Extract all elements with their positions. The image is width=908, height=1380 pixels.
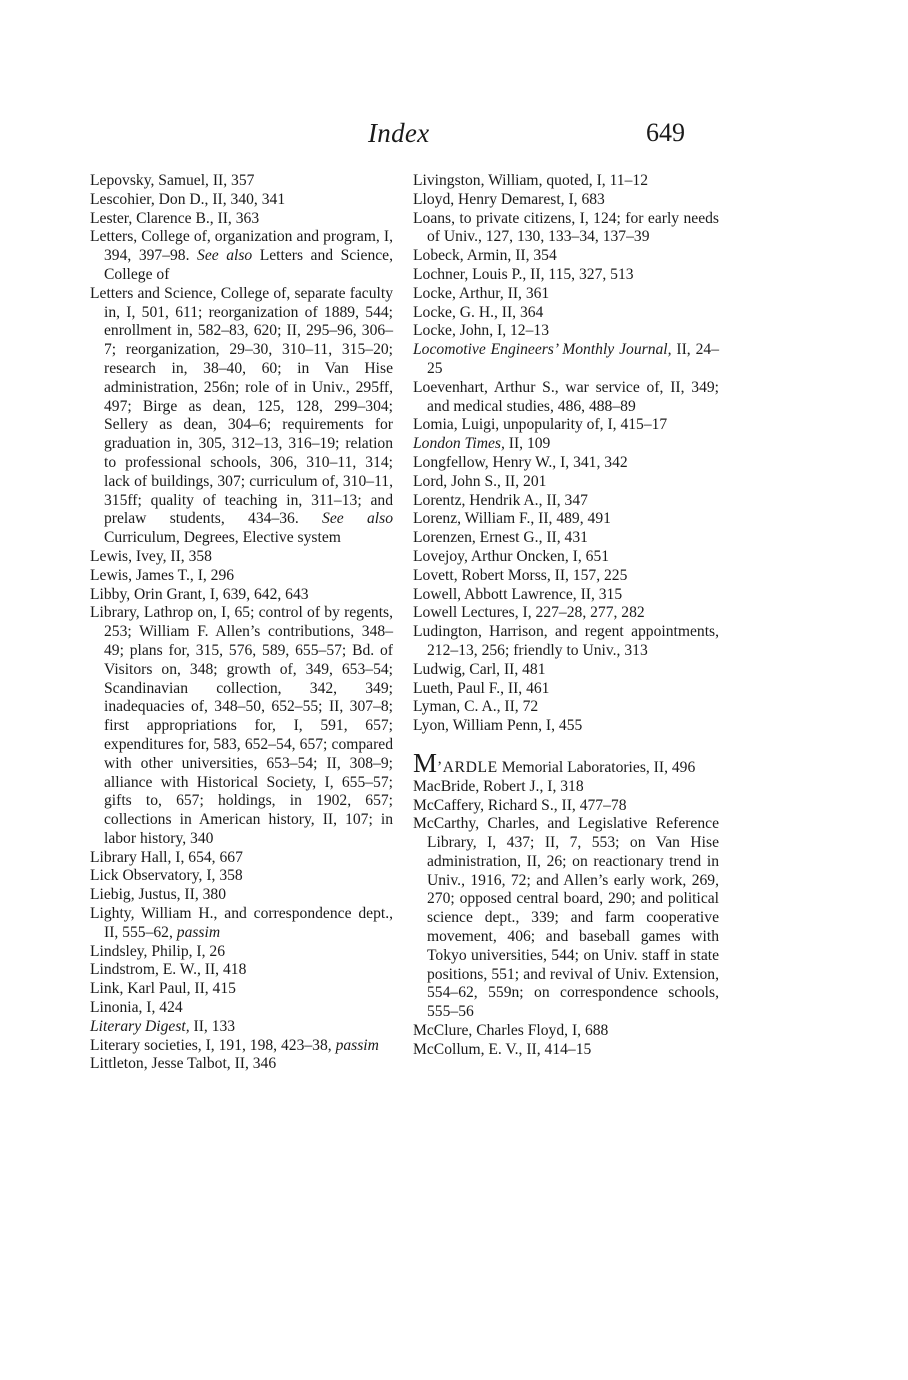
index-entry [413,172,719,191]
index-entry [413,210,719,248]
entry-text: Liebig, Justus, II, 380 [90,886,227,904]
index-entry [413,604,719,623]
page-title: Index [368,118,430,148]
entry-text: Libby, Orin Grant, I, 639, 642, 643 [90,585,309,603]
entry-text: Lowell, Abbott Lawrence, II, 315 [413,585,623,603]
entry-text: Lescohier, Don D., II, 340, 341 [90,190,286,208]
index-entry [90,548,393,567]
index-entry [90,943,393,962]
index-entry [413,567,719,586]
index-entry [90,1037,393,1056]
index-entry [90,886,393,905]
entry-text: Lobeck, Armin, II, 354 [413,247,557,265]
index-entry [413,266,719,285]
index-entry [413,379,719,417]
index-entry [90,567,393,586]
entry-text: Loevenhart, Arthur S., war service of, II, 349; and medical studies, 486, 488–89 [413,378,719,415]
entry-text: Ludwig, Carl, II, 481 [413,660,546,678]
index-entry [413,510,719,529]
index-entry [413,454,719,473]
entry-text: Lindstrom, E. W., II, 418 [90,961,247,979]
entry-text: Literary societies, I, 191, 198, 423–38, [90,1036,336,1054]
entry-text: Livingston, William, quoted, I, 11–12 [413,172,648,189]
entry-text: Link, Karl Paul, II, 415 [90,980,236,998]
index-column-right [413,172,719,1060]
entry-text: Loans, to private citizens, I, 124; for early needs of Univ., 127, 130, 133–34, 137–39 [413,209,719,246]
index-entry [413,778,719,797]
entry-text-cont: Curriculum, Degrees, Elective system [104,529,341,547]
entry-text: Lighty, William H., and correspondence dept., II, 555–62, [90,905,393,941]
entry-text: Lorenzen, Ernest G., II, 431 [413,529,588,547]
index-entry [413,548,719,567]
see-also-ref: passim [335,1036,379,1054]
see-also-ref: See also [197,247,253,265]
entry-text: Locke, Arthur, II, 361 [413,284,550,302]
entry-text: Lyman, C. A., II, 72 [413,698,539,716]
entry-text: Lochner, Louis P., II, 115, 327, 513 [413,265,634,283]
entry-text: II, 24–25 [427,341,719,377]
entry-text: Lindsley, Philip, I, 26 [90,942,225,960]
index-entry [413,285,719,304]
entry-italic-title: Literary Digest, [90,1017,190,1035]
entry-text: II, 109 [504,435,551,453]
entry-text: Lomia, Luigi, unpopularity of, I, 415–17 [413,416,668,434]
small-caps-text: ’ARDLE [437,758,498,776]
index-entry [413,322,719,341]
entry-text: Lorenz, William F., II, 489, 491 [413,510,611,528]
index-entry [90,285,393,548]
index-entry [413,747,719,778]
index-entry [90,980,393,999]
entry-text: Lick Observatory, I, 358 [90,867,243,885]
entry-text: Letters, College of, organization and program, I, 394, 397–98. [90,228,393,265]
entry-text: Library, Lathrop on, I, 65; control of by regents, 253; William F. Allen’s contributions, 348–49; plans for, 315, 576, 589, 655–57; Bd. of Visitors on, 348; growth of, 349, 653–54; Scandinavian collection, 342, 349; inadequacies of, 348–50, 652–55; II, 307–8; first appropriations for, I, 591, 657; expenditures for, 583, 652–54, 657; compared with other universities, 653–54; II, 308–9; alliance with Historical Society, I, 655–57; gifts to, 657; holdings, in 1902, 657; collections in American history, II, 107; in labor history, 340 [90,604,393,847]
entry-text: Lueth, Paul F., II, 461 [413,679,550,697]
entry-text: Locke, John, I, 12–13 [413,322,549,340]
entry-text: Lovejoy, Arthur Oncken, I, 651 [413,547,610,565]
index-entry [413,586,719,605]
index-entry [90,849,393,868]
index-entry [413,247,719,266]
index-entry [413,191,719,210]
entry-text: Lyon, William Penn, I, 455 [413,717,583,735]
entry-text: Ludington, Harrison, and regent appointments, 212–13, 256; friendly to Univ., 313 [413,623,719,659]
entry-text: Lewis, Ivey, II, 358 [90,547,212,565]
entry-text: Letters and Science, College of, separate faculty in, I, 501, 611; reorganization of 1889, 544; enrollment in, 582–83, 620; II, 295–96, 306–7; reorganization, 29–30, 310–11, 315–20; research in, 38–40, 60; in Van Hise administration, 256n; role of in Univ., 295ff, 497; Birge as dean, 125, 128, 299–304; Sellery as dean, 304–6; requirements for graduation in, 305, 312–13, 316–19; relation to professional schools, 306, 310–11, 314; lack of buildings, 307; curriculum of, 310–11, 315ff; quality of teaching in, 311–13; and prelaw students, 434–36. [90,284,393,528]
entry-text: McCollum, E. V., II, 414–15 [413,1040,592,1058]
entry-text: Locke, G. H., II, 364 [413,303,544,321]
index-entry [90,172,393,191]
index-entry [413,1041,719,1060]
drop-initial: M [413,747,438,778]
see-also-ref: See also [322,510,393,528]
entry-text: McCarthy, Charles, and Legislative Reference Library, I, 437; II, 7, 553; on Van Hise administration, II, 26; on reactionary trend in Univ., 1916, 72; and Allen’s early work, 269, 270; opposed central board, 290; and political science dept., 339; and farm cooperative movement, 406; and baseball games with Tokyo universities, 544; on Univ. staff in state positions, 551; and revival of Univ. Extension, 554–62, 559n; on correspondence schools, 555–56 [413,815,719,1021]
index-entry [413,815,719,1022]
entry-text-cont: Letters and Science, College of [104,247,393,283]
index-entry [413,529,719,548]
index-column-left [90,172,393,1074]
entry-text: Longfellow, Henry W., I, 341, 342 [413,453,628,471]
entry-text: McClure, Charles Floyd, I, 688 [413,1022,609,1040]
entry-text: II, 133 [189,1017,236,1035]
page-number: 649 [646,118,685,147]
index-entry [90,210,393,229]
entry-text: Littleton, Jesse Talbot, II, 346 [90,1055,277,1073]
index-entry [90,604,393,848]
entry-text: Linonia, I, 424 [90,999,183,1017]
entry-text: Lowell Lectures, I, 227–28, 277, 282 [413,604,645,622]
index-entry [413,698,719,717]
entry-text: McCaffery, Richard S., II, 477–78 [413,796,627,814]
entry-italic-title: Locomotive Engineers’ Monthly Journal, [413,341,672,359]
index-entry [413,492,719,511]
index-entry [90,191,393,210]
entry-text: MacBride, Robert J., I, 318 [413,777,584,795]
index-entry [90,905,393,943]
index-entry [413,661,719,680]
entry-text: Lepovsky, Samuel, II, 357 [90,172,255,189]
index-entry [413,1022,719,1041]
entry-text: Lorentz, Hendrik A., II, 347 [413,491,588,509]
index-entry [90,999,393,1018]
entry-text: Lester, Clarence B., II, 363 [90,209,260,227]
see-also-ref: passim [176,923,221,941]
index-entry [90,586,393,605]
entry-text: Library Hall, I, 654, 667 [90,848,243,866]
entry-text: Lewis, James T., I, 296 [90,566,235,584]
entry-text: Memorial Laboratories, II, 496 [497,758,696,776]
page-header [0,118,908,158]
entry-text: Lord, John S., II, 201 [413,472,547,490]
index-entry [413,473,719,492]
index-entry [413,797,719,816]
index-entry [413,623,719,661]
index-entry [413,680,719,699]
entry-italic-title: London Times, [413,435,505,453]
index-entry [90,961,393,980]
index-entry [90,228,393,284]
index-entry [413,304,719,323]
index-entry [413,341,719,379]
index-entry [413,717,719,736]
entry-text: Lovett, Robert Morss, II, 157, 225 [413,566,628,584]
index-entry [90,1055,393,1074]
index-entry [90,1018,393,1037]
index-entry [90,867,393,886]
index-entry [413,416,719,435]
entry-text: Lloyd, Henry Demarest, I, 683 [413,190,605,208]
index-entry [413,435,719,454]
